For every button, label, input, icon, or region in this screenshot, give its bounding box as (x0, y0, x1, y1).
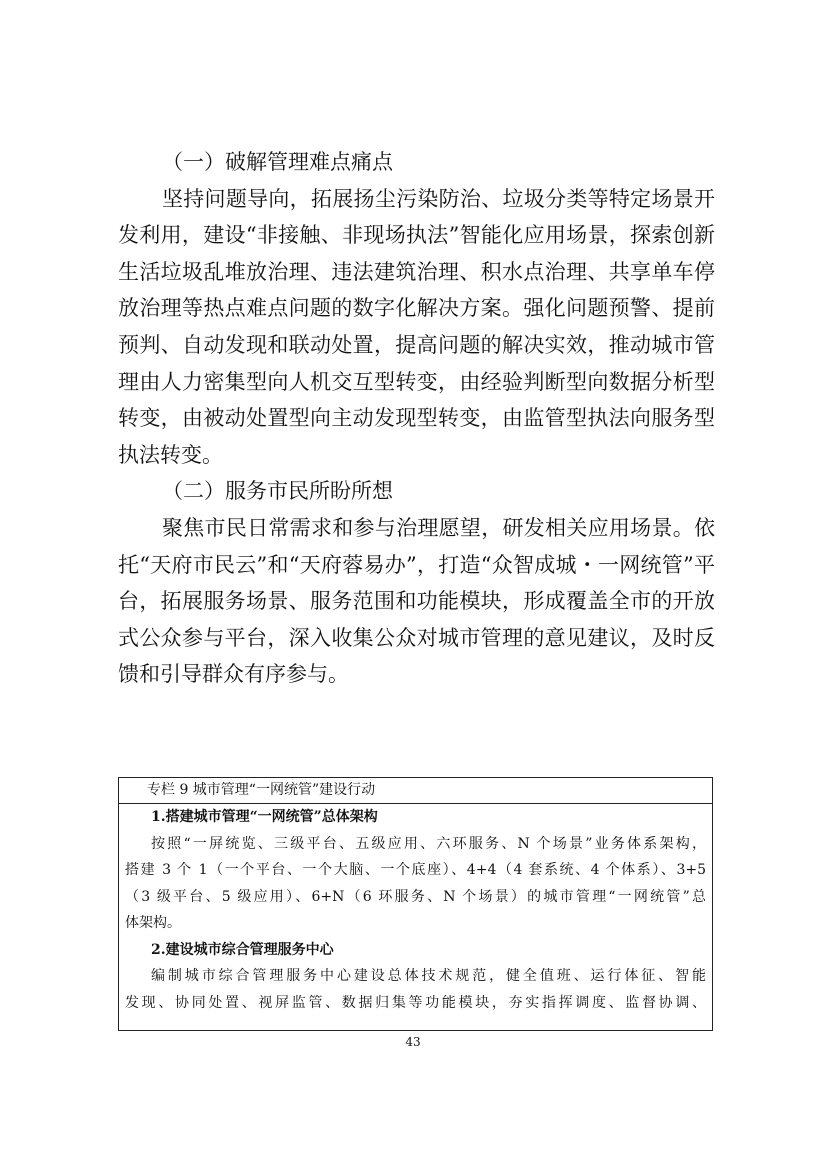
text-line: 台，拓展服务场景、服务范围和功能模块，形成覆盖全市的开放 (118, 589, 715, 614)
text-line: 执法转变。 (118, 442, 223, 467)
text-line: 预判、自动发现和联动处置，提高问题的解决实效，推动城市管 (118, 332, 715, 357)
text-line: 转变，由被动处置型向主动发现型转变，由监管型执法向服务型 (118, 406, 715, 431)
text-line: 发利用，建设“非接触、非现场执法”智能化应用场景，探索创新 (118, 223, 715, 248)
text-line: 理由人力密集型向人机交互型转变，由经验判断型向数据分析型 (118, 369, 715, 394)
text-line: （3 级平台、5 级应用）、6+N（6 环服务、N 个场景）的城市管理“一网统管”总 (125, 888, 706, 905)
section-heading: （二）服务市民所盼所想 (162, 479, 393, 504)
box-item-text (119, 831, 712, 937)
text-line: 按照“一屏统览、三级平台、五级应用、六环服务、N 个场景”业务体系架构， (151, 835, 706, 852)
box-item-heading: 2.建设城市综合管理服务中心 (151, 941, 334, 958)
text-line: 托“天府市民云”和“天府蓉易办”，打造“众智成城・一网统管”平 (118, 552, 715, 577)
box-item-text (119, 963, 712, 1016)
text-line: 放治理等热点难点问题的数字化解决方案。强化问题预警、提前 (118, 296, 715, 321)
text-line: 坚持问题导向，拓展扬尘污染防治、垃圾分类等特定场景开 (162, 186, 715, 211)
text-line: 聚焦市民日常需求和参与治理愿望，研发相关应用场景。依 (162, 515, 715, 540)
section-heading: （一）破解管理难点痛点 (162, 150, 393, 174)
text-line: 编制城市综合管理服务中心建设总体技术规范，健全值班、运行体征、智能 (151, 968, 706, 984)
text-line: 体架构。 (125, 915, 181, 931)
page-number: 43 (405, 1035, 421, 1049)
body-text (118, 144, 715, 693)
text-line: 搭建 3 个 1（一个平台、一个大脑、一个底座）、4+4（4 套系统、4 个体系）、3+5 (125, 862, 706, 878)
text-line: 生活垃圾乱堆放治理、违法建筑治理、积水点治理、共享单车停 (118, 259, 715, 284)
section-2-paragraph (118, 510, 715, 693)
text-line: 馈和引导群众有序参与。 (118, 662, 349, 687)
box-item-heading: 1.搭建城市管理“一网统管”总体架构 (151, 809, 378, 825)
text-line: 式公众参与平台，深入收集公众对城市管理的意见建议，及时反 (118, 625, 715, 650)
box-title: 专栏 9 城市管理“一网统管”建设行动 (119, 778, 712, 804)
text-line: 发现、协同处置、视屏监管、数据归集等功能模块，夯实指挥调度、监督协调、 (125, 994, 706, 1011)
section-1-paragraph (118, 181, 715, 474)
sidebar-box (118, 777, 713, 1031)
